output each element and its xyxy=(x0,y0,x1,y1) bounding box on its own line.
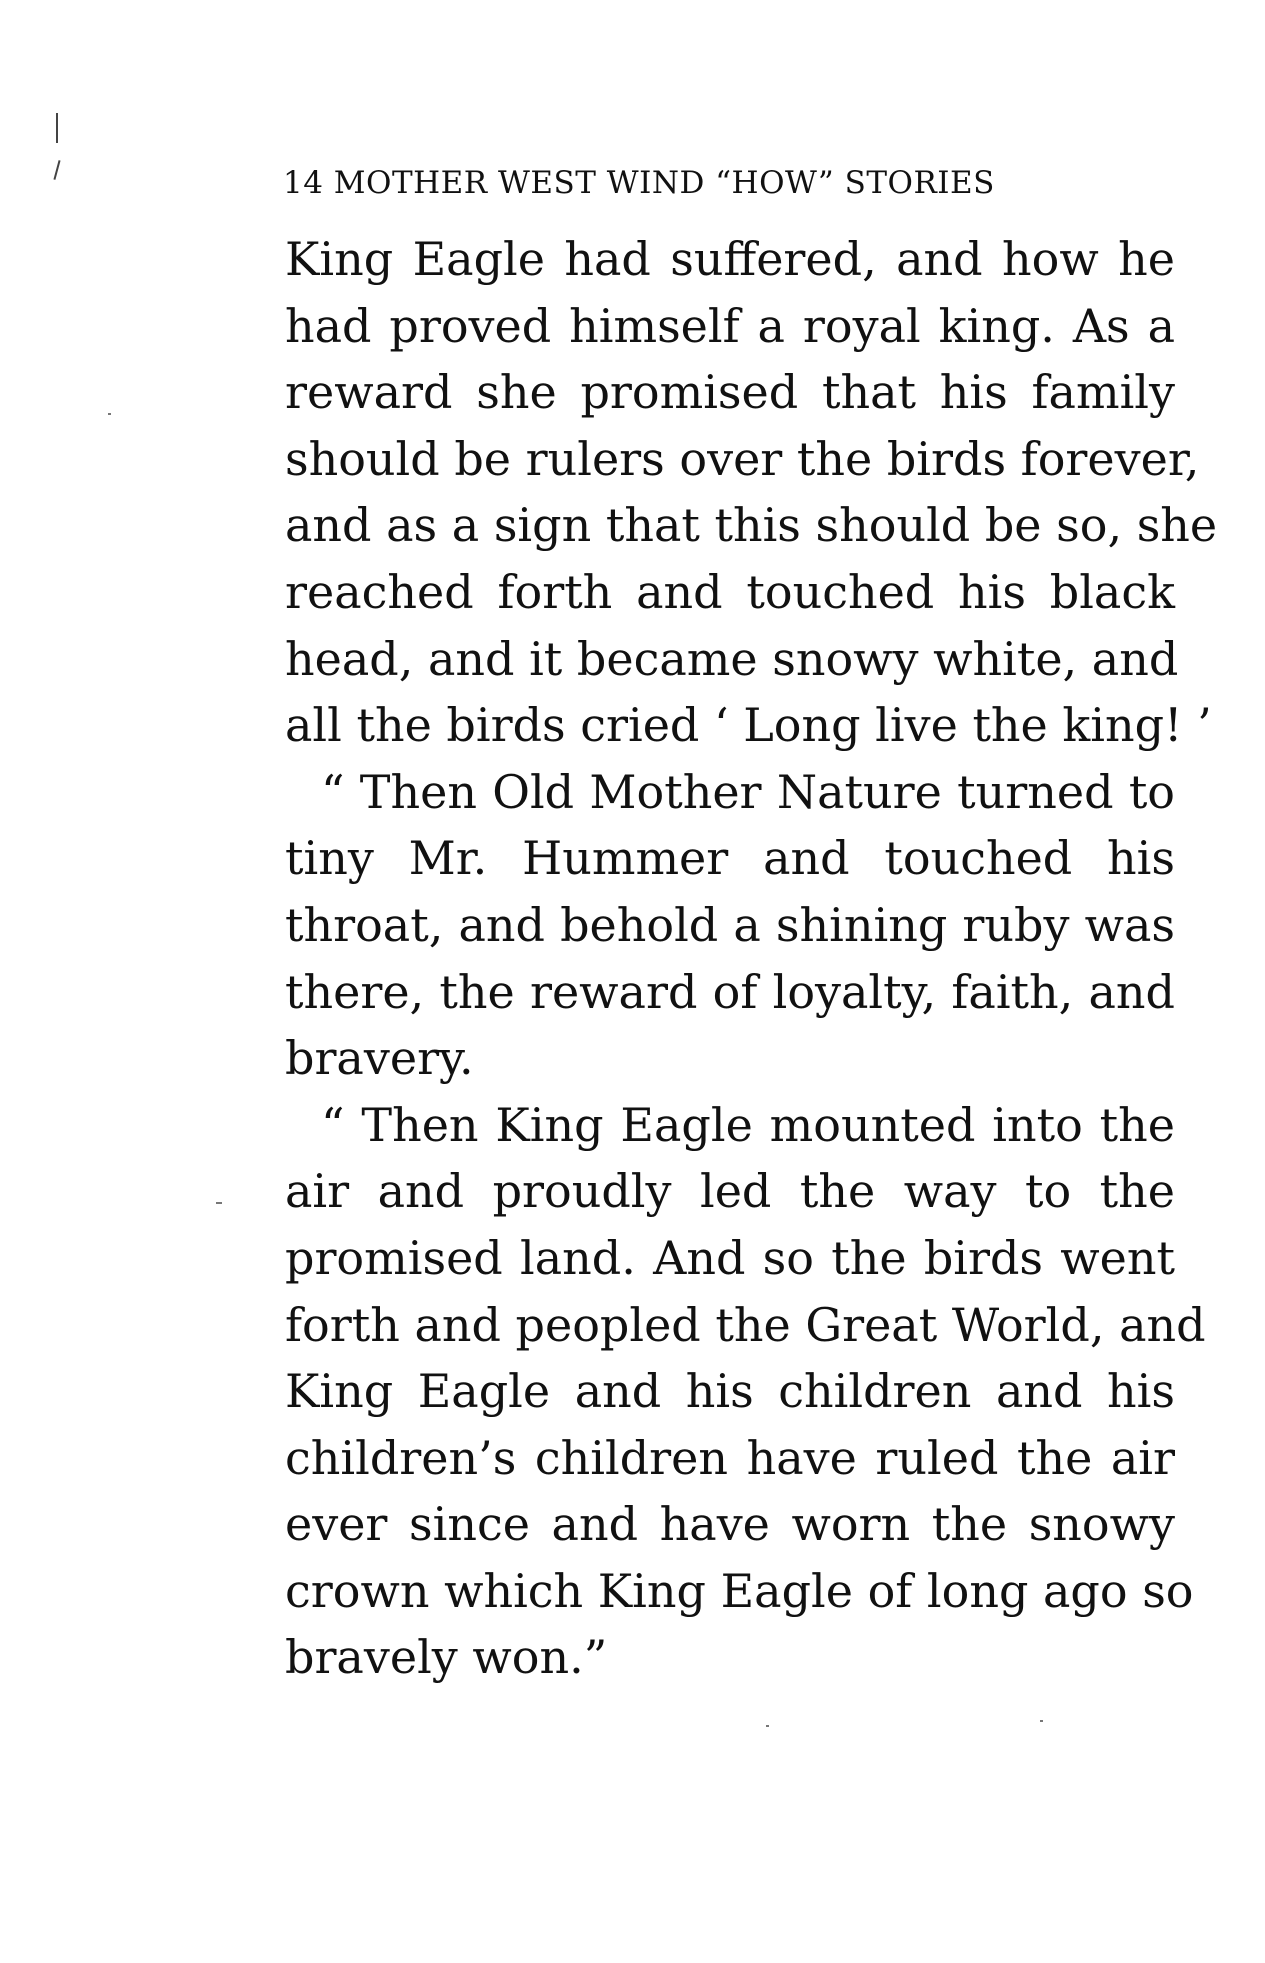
text-line: should be rulers over the birds forever, xyxy=(285,431,1200,486)
text-line: children’s children have ruled the air xyxy=(285,1430,1175,1485)
paragraph-first-line: “ Then Old Mother Nature turned to xyxy=(321,764,1175,819)
text-line: all the birds cried ‘ Long live the king! ’ xyxy=(285,698,1212,753)
text-line: reached forth and touched his black xyxy=(285,564,1175,619)
running-head: 14 MOTHER WEST WIND “HOW” STORIES xyxy=(283,165,995,201)
text-line: promised land. And so the birds went xyxy=(285,1230,1175,1285)
text-line: ever since and have worn the snowy xyxy=(285,1497,1175,1552)
text-line: head, and it became snowy white, and xyxy=(285,631,1179,686)
paragraph-last-line: bravely won.” xyxy=(285,1630,608,1685)
text-line: air and proudly led the way to the xyxy=(285,1164,1175,1219)
text-line: tiny Mr. Hummer and touched his xyxy=(285,831,1175,886)
text-line: throat, and behold a shining ruby was xyxy=(285,897,1175,952)
paragraph-last-line: bravery. xyxy=(285,1031,474,1086)
scan-speck xyxy=(1040,1720,1043,1722)
scan-speck xyxy=(216,1202,222,1204)
text-line: King Eagle had suffered, and how he xyxy=(285,232,1175,286)
body-text xyxy=(285,226,1218,1691)
text-line: reward she promised that his family xyxy=(285,365,1175,420)
scan-speck xyxy=(108,413,111,415)
margin-mark xyxy=(53,160,60,180)
text-line: had proved himself a royal king. As a xyxy=(285,298,1175,353)
margin-mark xyxy=(56,113,58,143)
paragraph-first-line: “ Then King Eagle mounted into the xyxy=(321,1097,1175,1152)
text-line: and as a sign that this should be so, she xyxy=(285,498,1218,553)
text-line: there, the reward of loyalty, faith, and xyxy=(285,964,1175,1019)
scan-speck xyxy=(766,1725,769,1727)
text-line: forth and peopled the Great World, and xyxy=(285,1297,1206,1352)
text-line: crown which King Eagle of long ago so xyxy=(285,1563,1194,1618)
text-line: King Eagle and his children and his xyxy=(285,1364,1175,1419)
